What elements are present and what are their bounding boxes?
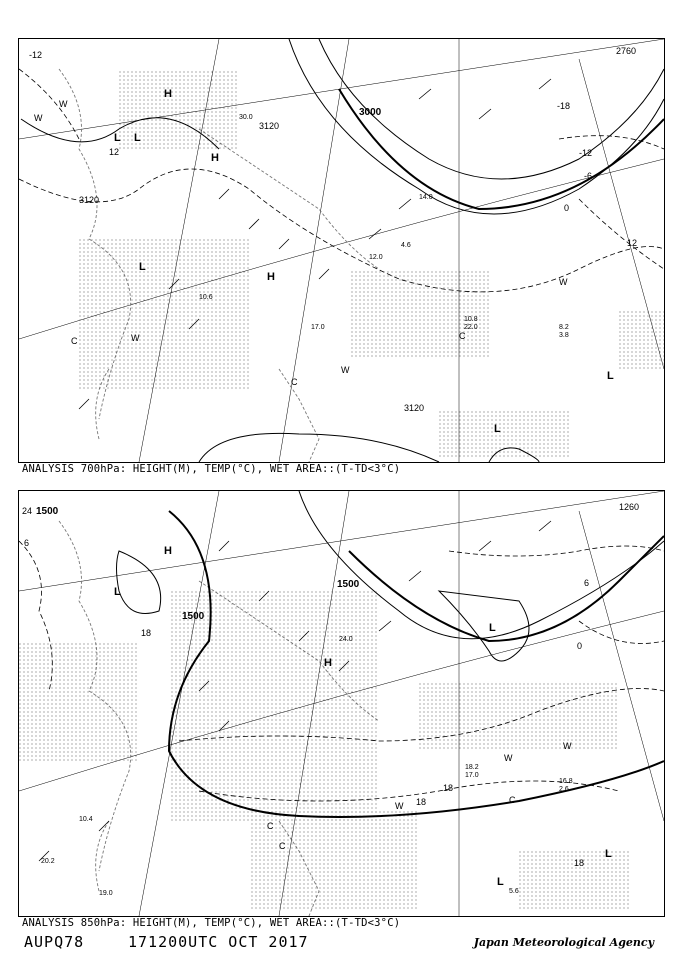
station-value: 8.2 xyxy=(559,324,569,331)
low-center: L xyxy=(489,622,496,634)
height-label: 1500 xyxy=(337,579,360,590)
temp-label: 12 xyxy=(109,147,120,157)
station-value: 3.8 xyxy=(559,332,569,339)
station-value: 10.8 xyxy=(464,316,478,323)
cold-mark: C xyxy=(509,795,516,805)
low-center: L xyxy=(494,423,501,435)
agency-credit: Japan Meteorological Agency xyxy=(473,936,654,949)
valid-time: 171200UTC OCT 2017 xyxy=(128,933,309,951)
temp-label: 12 xyxy=(627,238,638,248)
low-center: L xyxy=(114,586,121,598)
temp-label: 6 xyxy=(584,578,590,588)
chart-identifier: AUPQ78 xyxy=(24,933,85,951)
warm-mark: W xyxy=(563,741,572,751)
cold-mark: C xyxy=(291,377,298,387)
low-center: L xyxy=(605,848,612,860)
temp-label: -18 xyxy=(557,101,571,111)
map-700hpa-canvas xyxy=(19,39,664,462)
caption-850hpa: ANALYSIS 850hPa: HEIGHT(M), TEMP(°C), WET AREA::(T-TD<3°C) xyxy=(22,917,401,929)
height-label: 2760 xyxy=(616,46,637,56)
low-center: L xyxy=(497,876,504,888)
height-label: 3000 xyxy=(359,107,382,118)
station-value: 14.0 xyxy=(419,194,433,201)
low-center: L xyxy=(134,132,141,144)
analysis-850hpa-map xyxy=(18,490,665,917)
temp-label: -12 xyxy=(29,50,43,60)
wet-area-850 xyxy=(19,591,629,911)
height-label: 3120 xyxy=(259,121,280,131)
cold-mark: C xyxy=(279,841,286,851)
low-center: L xyxy=(114,132,121,144)
temp-label: 24 xyxy=(22,506,33,516)
low-center: L xyxy=(139,261,146,273)
warm-mark: W xyxy=(34,113,43,123)
station-value: 2.6 xyxy=(559,786,569,793)
temp-label: 6 xyxy=(24,538,30,548)
station-value: 30.0 xyxy=(239,114,253,121)
station-value: 4.6 xyxy=(401,242,411,249)
station-value: 17.0 xyxy=(311,324,325,331)
temp-label: 18 xyxy=(574,858,585,868)
station-value: 12.0 xyxy=(369,254,383,261)
temp-label: 18 xyxy=(416,797,427,807)
caption-700hpa: ANALYSIS 700hPa: HEIGHT(M), TEMP(°C), WET AREA::(T-TD<3°C) xyxy=(22,463,401,475)
high-center: H xyxy=(324,657,332,669)
station-value: 24.0 xyxy=(339,636,353,643)
temp-label: 0 xyxy=(577,641,583,651)
station-value: 20.2 xyxy=(41,858,55,865)
station-value: 5.6 xyxy=(509,888,519,895)
warm-mark: W xyxy=(559,277,568,287)
analysis-700hpa-map xyxy=(18,38,665,463)
temp-label: -6 xyxy=(584,171,593,181)
height-label: 1500 xyxy=(182,611,205,622)
low-center: L xyxy=(607,370,614,382)
station-value: 22.0 xyxy=(464,324,478,331)
station-value: 10.6 xyxy=(199,294,213,301)
height-label: 1500 xyxy=(36,506,59,517)
temp-label: -12 xyxy=(579,148,593,158)
height-label: 3120 xyxy=(404,403,425,413)
station-value: 18.2 xyxy=(465,764,479,771)
map-850hpa-canvas xyxy=(19,491,664,916)
high-center: H xyxy=(164,88,172,100)
station-value: 19.0 xyxy=(99,890,113,897)
cold-mark: C xyxy=(71,336,78,346)
warm-mark: W xyxy=(341,365,350,375)
temp-label: 0 xyxy=(564,203,570,213)
warm-mark: W xyxy=(59,99,68,109)
temp-label: 18 xyxy=(443,783,454,793)
temp-label: 18 xyxy=(141,628,152,638)
height-label: 3120 xyxy=(79,195,100,205)
thick-contour-850-b xyxy=(349,536,664,641)
high-center: H xyxy=(267,271,275,283)
high-center: H xyxy=(164,545,172,557)
station-value: 10.4 xyxy=(79,816,93,823)
cold-mark: C xyxy=(459,331,466,341)
station-value: 16.8 xyxy=(559,778,573,785)
high-center: H xyxy=(211,152,219,164)
height-label: 1260 xyxy=(619,502,640,512)
warm-mark: W xyxy=(131,333,140,343)
warm-mark: W xyxy=(395,801,404,811)
station-value: 17.0 xyxy=(465,772,479,779)
warm-mark: W xyxy=(504,753,513,763)
cold-mark: C xyxy=(267,821,274,831)
